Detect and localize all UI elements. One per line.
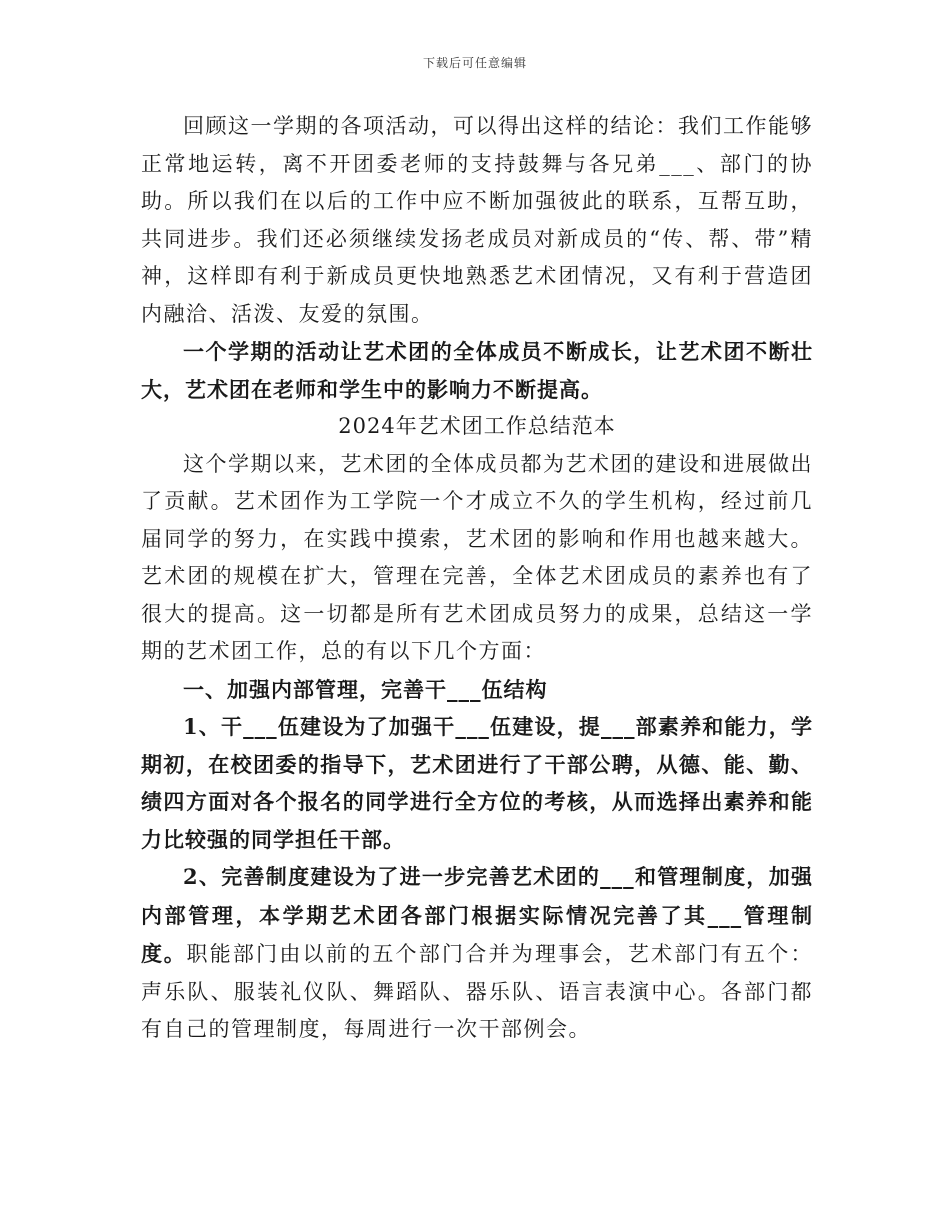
- paragraph-review: 回顾这一学期的各项活动，可以得出这样的结论：我们工作能够正常地运转，离不开团委老师的支持鼓舞与各兄弟___、部门的协助。所以我们在以后的工作中应不断加强彼此的联系，互帮互助，共同进步。我们还必须继续发扬老成员对新成员的“传、帮、带”精神，这样即有利于新成员更快地熟悉艺术团情况，又有利于营造团内融洽、活泼、友爱的氛围。: [141, 114, 813, 326]
- document-title: 2024年艺术团工作总结范本: [338, 414, 616, 438]
- paragraph-conclusion: 一个学期的活动让艺术团的全体成员不断成长，让艺术团不断壮大，艺术团在老师和学生中的影响力不断提高。: [141, 339, 813, 402]
- paragraph-system-building-rest: 职能部门由以前的五个部门合并为理事会，艺术部门有五个：声乐队、服装礼仪队、舞蹈队、器乐队、语言表演中心。各部门都有自己的管理制度，每周进行一次干部例会。: [141, 942, 814, 1041]
- section-heading-1: 一、加强内部管理，完善干___伍结构: [183, 676, 548, 702]
- paragraph-cadre-building: 1、干___伍建设为了加强干___伍建设，提___部素养和能力，学期初，在校团委的指导下，艺术团进行了干部公聘，从德、能、勤、绩四方面对各个报名的同学进行全方位的考核，从而选择出素养和能力比较强的同学担任干部。: [141, 714, 813, 852]
- paragraph-intro: 这个学期以来，艺术团的全体成员都为艺术团的建设和进展做出了贡献。艺术团作为工学院一个才成立不久的学生机构，经过前几届同学的努力，在实践中摸索，艺术团的影响和作用也越来越大。艺术团的规模在扩大，管理在完善，全体艺术团成员的素养也有了很大的提高。这一切都是所有艺术团成员努力的成果，总结这一学期的艺术团工作，总的有以下几个方面：: [141, 451, 813, 663]
- document-body: [141, 108, 813, 1049]
- paragraph-system-building-bold: 2、完善制度建设为了进一步完善艺术团的___和管理制度，加强内部管理，本学期艺术团各部门根据实际情况完善了其___管理制度。: [141, 864, 813, 966]
- paragraph-system-building: [141, 858, 813, 1049]
- page-header-note: 下载后可任意编辑: [422, 56, 527, 70]
